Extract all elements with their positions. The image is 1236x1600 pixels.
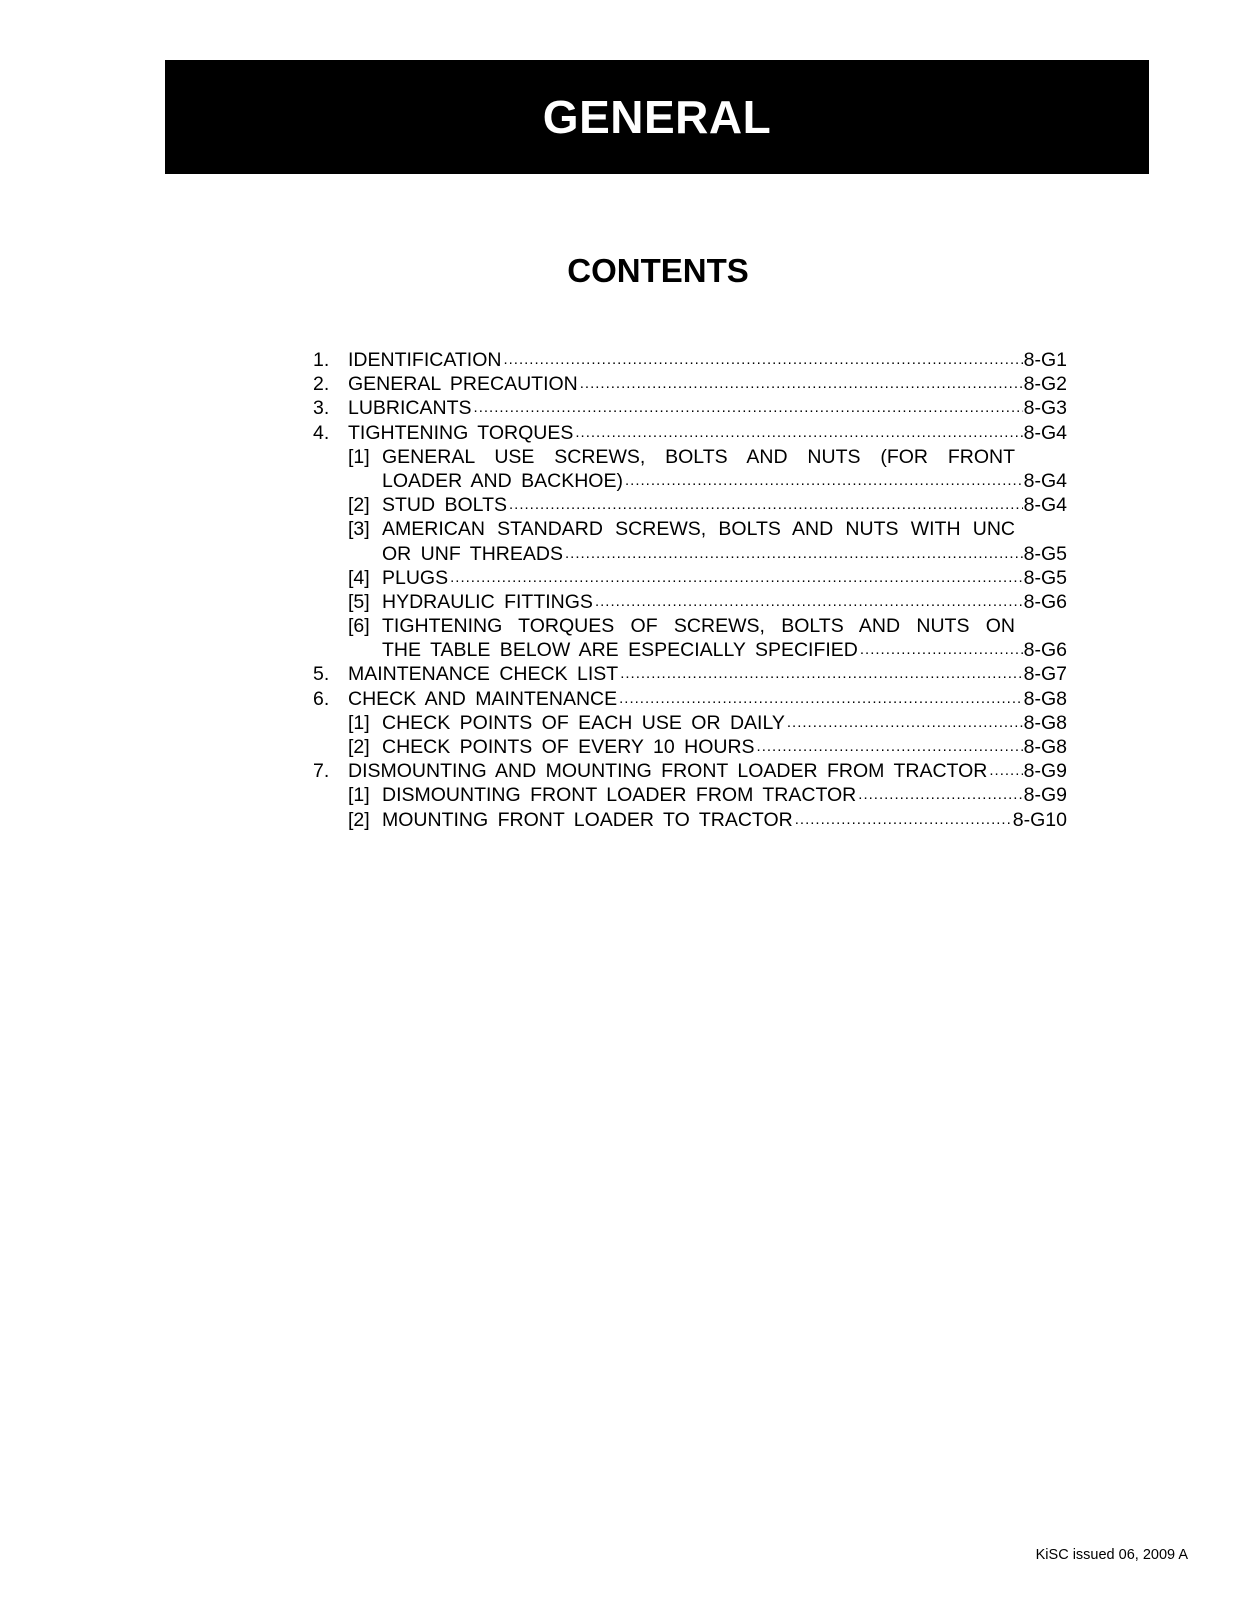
toc-entry-label: CHECK AND MAINTENANCE bbox=[348, 687, 618, 710]
toc-subentry[interactable] bbox=[313, 808, 1067, 832]
toc-subentry-number: [5] bbox=[348, 590, 370, 613]
toc-entry-page: 8-G10 bbox=[1012, 808, 1067, 831]
toc-subentry-number: [4] bbox=[348, 566, 370, 589]
toc-subentry-label: GENERAL USE SCREWS, BOLTS AND NUTS (FOR FRONT bbox=[382, 445, 1015, 468]
toc-entry-number: 2. bbox=[313, 373, 330, 396]
toc-entry-label: GENERAL PRECAUTION bbox=[348, 373, 578, 396]
toc-entry-page: 8-G6 bbox=[1023, 639, 1067, 662]
dot-leader bbox=[755, 735, 1023, 759]
dot-leader bbox=[501, 348, 1023, 372]
toc-entry-page: 8-G4 bbox=[1023, 469, 1067, 492]
toc-entry-page: 8-G8 bbox=[1023, 736, 1067, 758]
toc-entry-page: 8-G5 bbox=[1023, 566, 1067, 589]
toc-entry-label: IDENTIFICATION bbox=[348, 349, 502, 371]
toc-entry[interactable] bbox=[313, 662, 1067, 686]
toc-entry-number: 1. bbox=[313, 349, 330, 371]
toc-subentry-number: [1] bbox=[348, 445, 370, 468]
toc-entry-page: 8-G9 bbox=[1023, 784, 1067, 807]
toc-entry-number: 4. bbox=[313, 421, 330, 444]
toc-entry-number: 6. bbox=[313, 687, 330, 710]
toc-entry-label: TIGHTENING TORQUES bbox=[348, 421, 574, 444]
dot-leader bbox=[623, 469, 1023, 493]
toc-subentry-number: [2] bbox=[348, 808, 370, 831]
toc-entry-label: DISMOUNTING AND MOUNTING FRONT LOADER FROM TRACTOR bbox=[348, 760, 988, 783]
dot-leader bbox=[856, 783, 1023, 807]
toc-entry-page: 8-G5 bbox=[1023, 542, 1067, 565]
dot-leader bbox=[617, 687, 1023, 711]
dot-leader bbox=[563, 542, 1023, 566]
toc-entry[interactable] bbox=[313, 348, 1067, 372]
toc-subentry-label: STUD BOLTS bbox=[382, 494, 507, 517]
toc-entry-label: LUBRICANTS bbox=[348, 397, 472, 420]
dot-leader bbox=[785, 711, 1023, 735]
toc-entry-page: 8-G4 bbox=[1023, 494, 1067, 517]
toc-subentry[interactable] bbox=[313, 590, 1067, 614]
toc-subentry-label: PLUGS bbox=[382, 566, 449, 589]
toc-subentry-label: HYDRAULIC FITTINGS bbox=[382, 590, 593, 613]
section-title: GENERAL bbox=[542, 91, 772, 143]
table-of-contents bbox=[313, 348, 1067, 832]
toc-entry[interactable] bbox=[313, 687, 1067, 711]
toc-subentry-label: OR UNF THREADS bbox=[382, 542, 563, 565]
toc-entry[interactable] bbox=[313, 421, 1067, 445]
toc-subentry-number: [1] bbox=[348, 784, 370, 807]
toc-subentry-number: [3] bbox=[348, 518, 370, 541]
toc-entry-page: 8-G3 bbox=[1023, 397, 1067, 420]
toc-entry-page: 8-G8 bbox=[1023, 711, 1067, 734]
section-banner bbox=[165, 60, 1149, 174]
toc-entry[interactable] bbox=[313, 759, 1067, 783]
toc-entry-page: 8-G4 bbox=[1023, 421, 1067, 444]
toc-entry-page: 8-G7 bbox=[1023, 663, 1067, 686]
toc-entry-page: 8-G9 bbox=[1023, 760, 1067, 783]
toc-entry-number: 5. bbox=[313, 663, 330, 686]
toc-subentry[interactable] bbox=[313, 517, 1067, 541]
dot-leader bbox=[593, 590, 1023, 614]
toc-subentry-continuation[interactable] bbox=[313, 469, 1067, 493]
toc-subentry[interactable] bbox=[313, 711, 1067, 735]
toc-entry-page: 8-G8 bbox=[1023, 687, 1067, 710]
toc-subentry[interactable] bbox=[313, 445, 1067, 469]
dot-leader bbox=[987, 759, 1023, 783]
toc-subentry-label: CHECK POINTS OF EVERY 10 HOURS bbox=[382, 736, 755, 758]
toc-entry-page: 8-G1 bbox=[1023, 349, 1067, 371]
toc-subentry-label: AMERICAN STANDARD SCREWS, BOLTS AND NUTS WITH UNC bbox=[382, 518, 1015, 541]
toc-subentry-label: DISMOUNTING FRONT LOADER FROM TRACTOR bbox=[382, 784, 857, 807]
toc-subentry-number: [2] bbox=[348, 494, 370, 517]
toc-subentry-label: CHECK POINTS OF EACH USE OR DAILY bbox=[382, 711, 785, 734]
toc-subentry-number: [1] bbox=[348, 711, 370, 734]
toc-subentry-continuation[interactable] bbox=[313, 542, 1067, 566]
toc-entry-page: 8-G2 bbox=[1023, 373, 1067, 396]
dot-leader bbox=[858, 638, 1023, 662]
contents-heading: CONTENTS bbox=[567, 252, 749, 289]
toc-subentry-label: LOADER AND BACKHOE) bbox=[382, 469, 623, 492]
toc-subentry[interactable] bbox=[313, 566, 1067, 590]
toc-entry-number: 7. bbox=[313, 760, 330, 783]
toc-subentry[interactable] bbox=[313, 614, 1067, 638]
issue-footer: KiSC issued 06, 2009 A bbox=[1035, 1547, 1188, 1563]
toc-subentry-number: [2] bbox=[348, 736, 370, 758]
toc-subentry-number: [6] bbox=[348, 615, 370, 638]
dot-leader bbox=[618, 662, 1023, 686]
dot-leader bbox=[472, 396, 1023, 420]
toc-entry-number: 3. bbox=[313, 397, 330, 420]
toc-subentry-label: TIGHTENING TORQUES OF SCREWS, BOLTS AND NUTS ON bbox=[382, 615, 1015, 638]
dot-leader bbox=[793, 808, 1011, 832]
toc-entry-page: 8-G6 bbox=[1023, 590, 1067, 613]
dot-leader bbox=[448, 566, 1023, 590]
toc-subentry[interactable] bbox=[313, 493, 1067, 517]
toc-subentry-continuation[interactable] bbox=[313, 638, 1067, 662]
dot-leader bbox=[573, 421, 1023, 445]
toc-entry[interactable] bbox=[313, 396, 1067, 420]
toc-subentry[interactable] bbox=[313, 783, 1067, 807]
toc-subentry-label: MOUNTING FRONT LOADER TO TRACTOR bbox=[382, 808, 793, 831]
toc-entry-label: MAINTENANCE CHECK LIST bbox=[348, 663, 619, 686]
dot-leader bbox=[507, 493, 1023, 517]
toc-entry[interactable] bbox=[313, 372, 1067, 396]
toc-subentry[interactable] bbox=[313, 735, 1067, 759]
toc-subentry-label: THE TABLE BELOW ARE ESPECIALLY SPECIFIED bbox=[382, 639, 858, 662]
dot-leader bbox=[578, 372, 1023, 396]
